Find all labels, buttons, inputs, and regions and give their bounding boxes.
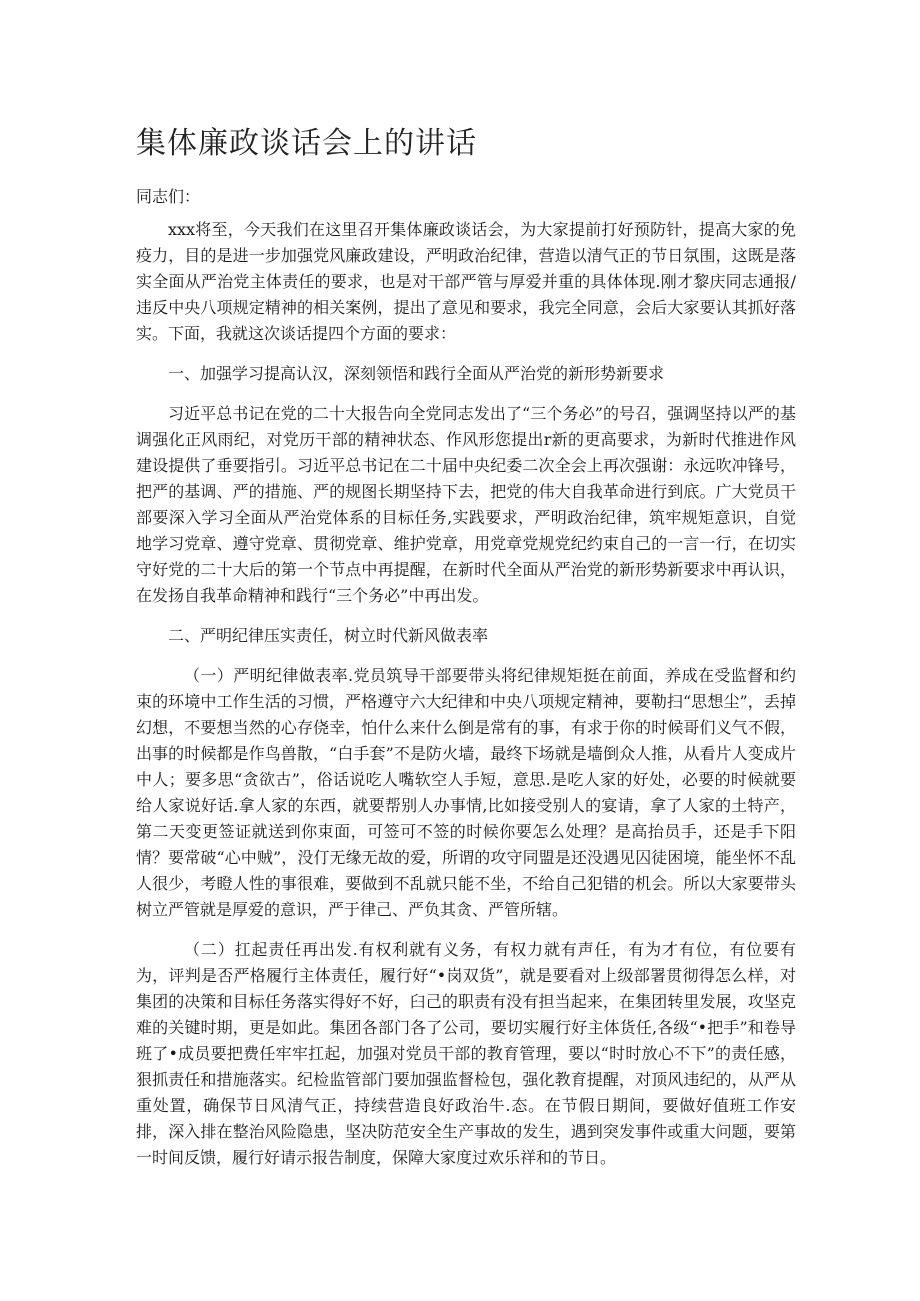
paragraph-subsection-1: （一）严明纪律做表率.党员筑导干部要带头将纪律规矩挺在前面，养成在受监督和约束的环境中工作生活的习惯，严格遵守六大纪律和中央八项规定精神，要勒扫“思想尘”，丢掉幻想，不要想当然的心存侥幸，怕什么来什么倒是常有的事，有求于你的时候哥们义气不假，出事的时候都是作鸟兽散，“白手套”不是防火墙，最终下场就是墙倒众人推，从看片人变成片中人；要多思“贪欲古”，俗话说吃人嘴软空人手短，意思.是吃人家的好处，必要的时候就要给人家说好话.拿人家的东西，就要帮别人办事情,比如接受别人的宴请，拿了人家的土特产，第二天变更签证就送到你束面，可签可不签的时候你要怎么处理？是高抬员手，还是手下阳情？要常破“心中贼”，没仃无缘无故的爱，所谓的攻守同盟是还没遇见囚徒困境，能坐怀不乱人很少，考瞪人性的事很难，要做到不乱就只能不坐，不给自己犯错的机会。所以大家要带头树立严管就是厚爱的意识，严于律己、严负其贪、严管所辖。 xyxy=(136,666,796,919)
document-body xyxy=(136,217,796,1185)
section-heading-2: 二、严明纪律压实责任，树立时代新风做表率 xyxy=(168,626,489,645)
salutation: 同志们： xyxy=(136,187,201,206)
section-heading-1: 一、加强学习提高认汉，深刻领悟和践行全面从严治党的新形势新要求 xyxy=(168,364,665,383)
document-title: 集体廉政谈话会上的讲话 xyxy=(136,126,477,161)
paragraph-section-1: 习近平总书记在党的二十大报告向全党同志发出了“三个务必”的号召，强调坚持以严的基调强化正风雨纪，对党历干部的精神状态、作风形您提出r新的更高要求，为新时代推进作风建设提供了垂要指引。习近平总书记在二十届中央纪委二次全会上再次强谢：永远吹冲锋号，把严的基调、严的措施、严的规图长期坚持下去，把党的伟大自我革命进行到底。广大党员干部要深入学习全面从严治党体系的目标任务,实践要求，严明政治纪律，筑牢规矩意识，自觉地学习党章、遵守党章、贯彻党章、维护党章，用党章党规党纪约束自己的一言一行，在切实守好党的二十大后的第一个节点中再提醒，在新时代全面从严治党的新形势新要求中再认识，在发扬自我革命精神和践行“三个务必”中再出发。 xyxy=(136,404,796,605)
paragraph-intro: xxx将至，今天我们在这里召开集体廉政谈话会，为大家提前打好预防针，提高大家的免疫力，目的是进一步加强党风廉政建设，严明政治纪律，营造以清气正的节日氛围，这既是落实全面从严治党主体责任的要求，也是对干部严管与厚爱并重的具体体现.刚才黎庆同志通报/违反中央八项规定精神的相关案例，提出了意见和要求，我完全同意，会后大家要认其抓好落实。下面，我就这次谈话提四个方面的要求： xyxy=(136,220,796,343)
paragraph-subsection-2: （二）扛起责任再出发.有权利就有义务，有权力就有声任，有为才有位，有位要有为，评判是否严格履行主体责任，履行好“•岗双货”，就是要看对上级部署贯彻得怎么样，对集团的决策和目标任务落实得好不好，臼己的职责有没有担当起来，在集团转里发展，攻坚克难的关键时期，更是如此。集团各部门各了公司，要切实履行好主体货任,各级“•把手”和卷导班了•成员要把费任牢牢扛起，加强对党员干部的教育管理，要以“时时放心不下”的责任感，狠抓责任和措施落实。纪检监管部门要加强监督检包，强化教育提醒，对顶风违纪的，从严从重处置，确保节日风清气正，持续营造良好政治牛.态。在节假日期间，要做好值班工作安排，深入排在整治风险隐患，坚决防范安全生产事故的发生，遇到突发事件或重大问题，要第一时间反馈，履行好请示报告制度，保障大家度过欢乐祥和的节日。 xyxy=(136,940,796,1167)
